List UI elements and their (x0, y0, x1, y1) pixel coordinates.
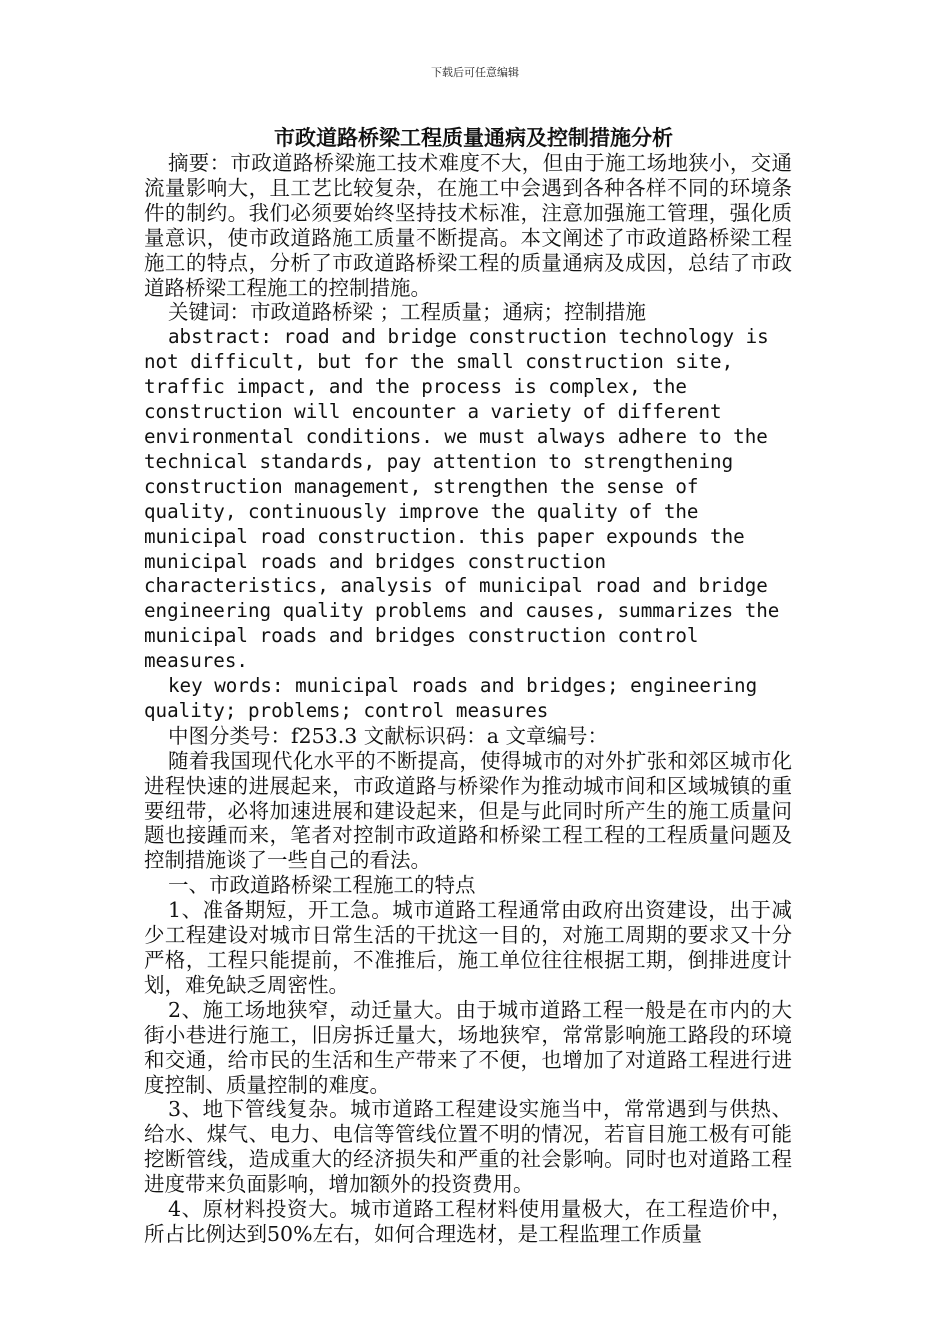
classification-line: 中图分类号：f253.3 文献标识码：a 文章编号： (168, 723, 609, 748)
document-title: 市政道路桥梁工程质量通病及控制措施分析 (274, 125, 673, 150)
section-heading: 一、市政道路桥梁工程施工的特点 (168, 873, 476, 898)
list-item: 4、原材料投资大。城市道路工程材料使用量极大，在工程造价中，所占比例达到50%左右，如何合理选材，是工程监理工作质量 (144, 1197, 792, 1246)
abstract-chinese: 摘要：市政道路桥梁施工技术难度不大，但由于施工场地狭小，交通流量影响大，且工艺比较复杂，在施工中会遇到各种各样不同的环境条件的制约。我们必须要始终坚持技术标准，注意加强施工管理，强化质量意识，使市政道路施工质量不断提高。本文阐述了市政道路桥梁工程施工的特点，分析了市政道路桥梁工程的质量通病及成因，总结了市政道路桥梁工程施工的控制措施。 (144, 151, 792, 300)
document-body (144, 124, 792, 1247)
intro-paragraph: 随着我国现代化水平的不断提高，使得城市的对外扩张和郊区城市化进程快速的进展起来，市政道路与桥梁作为推动城市间和区域城镇的重要纽带，必将加速进展和建设起来，但是与此同时所产生的施工质量问题也接踵而来，笔者对控制市政道路和桥梁工程工程的工程质量问题及控制措施谈了一些自己的看法。 (144, 748, 792, 873)
list-item: 2、施工场地狭窄，动迁量大。由于城市道路工程一般是在市内的大街小巷进行施工，旧房拆迁量大，场地狭窄，常常影响施工路段的环境和交通，给市民的生活和生产带来了不便，也增加了对道路工程进行进度控制、质量控制的难度。 (144, 997, 792, 1097)
keywords-english: key words: municipal roads and bridges; engineering quality; problems; control measures (144, 674, 758, 722)
list-item: 3、地下管线复杂。城市道路工程建设实施当中，常常遇到与供热、给水、煤气、电力、电信等管线位置不明的情况，若盲目施工极有可能挖断管线，造成重大的经济损失和严重的社会影响。同时也对道路工程进度带来负面影响，增加额外的投资费用。 (144, 1097, 792, 1197)
list-item: 1、准备期短，开工急。城市道路工程通常由政府出资建设，出于减少工程建设对城市日常生活的干扰这一目的，对施工周期的要求又十分严格，工程只能提前，不准推后，施工单位往往根据工期，倒排进度计划，难免缺乏周密性。 (144, 898, 792, 997)
keywords-chinese: 关键词：市政道路桥梁 ；工程质量；通病；控制措施 (168, 300, 647, 325)
page-header-note: 下载后可任意编辑 (431, 66, 519, 79)
abstract-english: abstract: road and bridge construction technology is not difficult, but for the small construction site, traffic impact, and the process is complex, the construction will encounter a variety of different environmental conditions. we must always adhere to the technical standards, pay attention to strengthening construction management, strengthen the sense of quality, continuously improve the quality of the municipal road construction. this paper expounds the municipal roads and bridges construction characteristics, analysis of municipal road and bridge engineering quality problems and causes, summarizes the municipal roads and bridges construction control measures. (144, 325, 780, 673)
